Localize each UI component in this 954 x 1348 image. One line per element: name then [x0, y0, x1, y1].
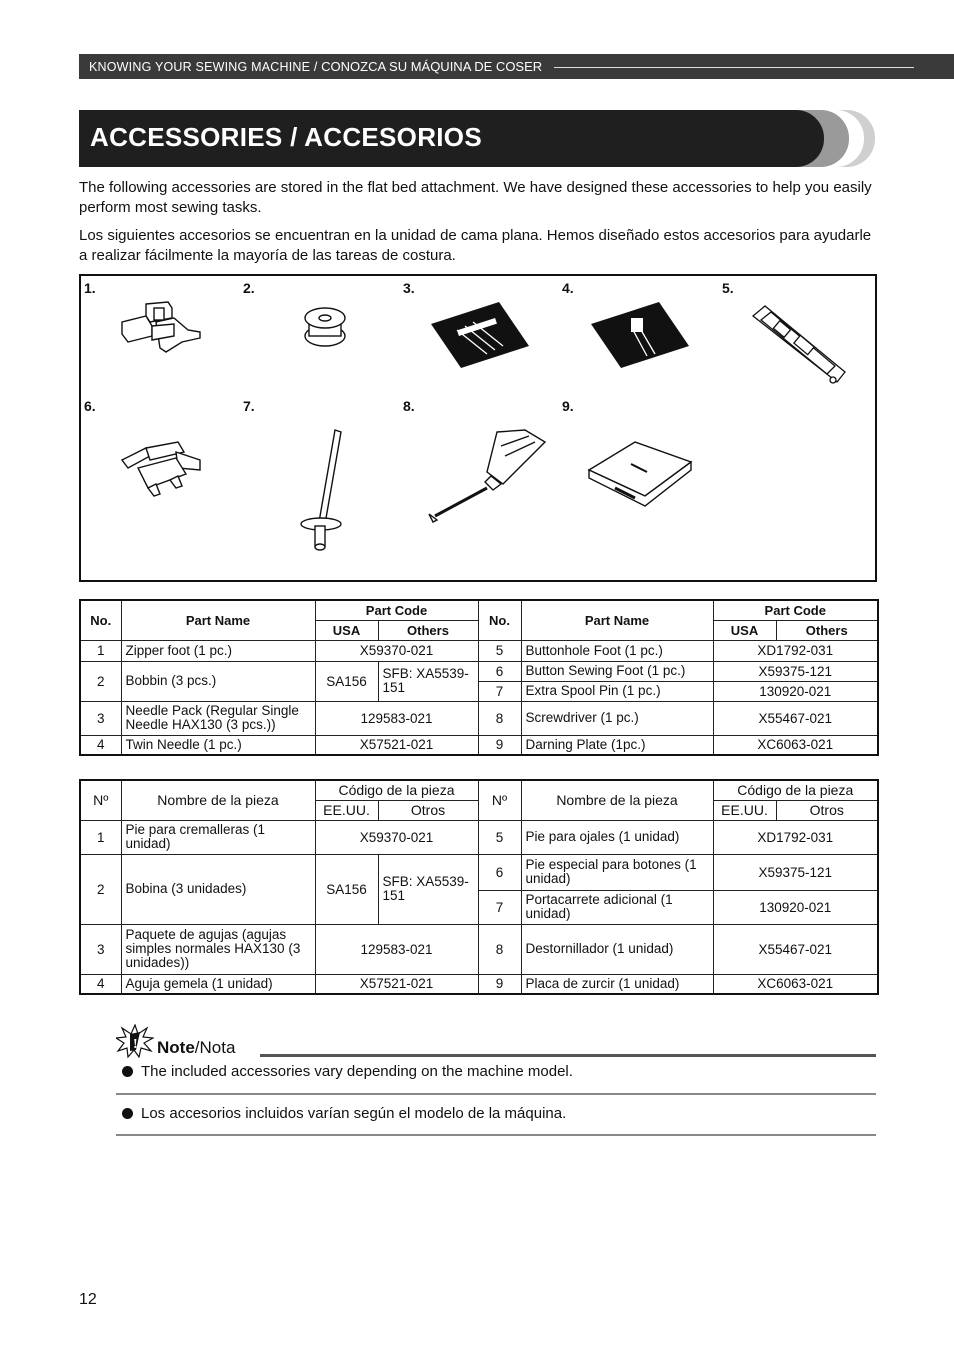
note-divider — [116, 1093, 876, 1095]
parts-table-en — [79, 599, 879, 756]
part-code: X57521-021 — [315, 735, 478, 755]
part-no: 6 — [478, 661, 521, 681]
svg-text:!: ! — [133, 1037, 138, 1052]
accessory-number: 6. — [84, 398, 96, 414]
button-sewing-foot-icon — [116, 438, 208, 500]
table-row — [80, 924, 878, 974]
table-row — [80, 661, 878, 681]
note-item-es — [122, 1105, 566, 1122]
part-no: 9 — [478, 974, 521, 994]
part-code: 130920-021 — [713, 681, 878, 701]
part-no: 6 — [478, 854, 521, 890]
accessory-number: 7. — [243, 398, 255, 414]
part-code-usa: SA156 — [315, 854, 378, 924]
part-code: X59370-021 — [315, 640, 478, 661]
col-header-part-code: Part Code — [713, 600, 878, 620]
note-text-en: The included accessories vary depending on the machine model. — [141, 1063, 573, 1080]
part-code: 129583-021 — [315, 701, 478, 735]
table-row — [80, 701, 878, 735]
part-code: 129583-021 — [315, 924, 478, 974]
accessory-number: 5. — [722, 280, 734, 296]
needle-pack-icon — [429, 300, 531, 370]
note-text-es: Los accesorios incluidos varían según el modelo de la máquina. — [141, 1105, 567, 1122]
part-name: Portacarrete adicional (1 unidad) — [521, 890, 713, 924]
page-title-banner — [79, 110, 879, 168]
col-header-no: No. — [80, 600, 121, 640]
part-name: Screwdriver (1 pc.) — [521, 701, 713, 735]
spool-pin-icon — [291, 426, 351, 556]
part-name: Pie para cremalleras (1 unidad) — [121, 820, 315, 854]
accessories-illustrations — [79, 274, 877, 582]
part-name: Buttonhole Foot (1 pc.) — [521, 640, 713, 661]
bullet-icon — [122, 1066, 133, 1077]
part-no: 1 — [80, 820, 121, 854]
bullet-icon — [122, 1108, 133, 1119]
table-row — [80, 735, 878, 755]
col-header-part-name: Nombre de la pieza — [121, 780, 315, 820]
part-no: 4 — [80, 735, 121, 755]
part-code: X59375-121 — [713, 854, 878, 890]
note-title — [157, 1038, 235, 1058]
part-no: 1 — [80, 640, 121, 661]
part-code: XD1792-031 — [713, 820, 878, 854]
col-header-others: Others — [378, 620, 478, 640]
accessory-number: 1. — [84, 280, 96, 296]
section-title-en: KNOWING YOUR SEWING MACHINE / — [89, 60, 318, 74]
buttonhole-foot-icon — [749, 302, 849, 386]
col-header-no: Nº — [478, 780, 521, 820]
part-code: XC6063-021 — [713, 735, 878, 755]
accessory-number: 2. — [243, 280, 255, 296]
col-header-part-name: Part Name — [121, 600, 315, 640]
table-row — [80, 974, 878, 994]
table-row — [80, 820, 878, 854]
page-number: 12 — [79, 1291, 97, 1308]
part-code: XC6063-021 — [713, 974, 878, 994]
note-header — [116, 1024, 876, 1058]
part-name: Zipper foot (1 pc.) — [121, 640, 315, 661]
part-no: 8 — [478, 924, 521, 974]
part-code: 130920-021 — [713, 890, 878, 924]
part-name: Extra Spool Pin (1 pc.) — [521, 681, 713, 701]
part-no: 3 — [80, 924, 121, 974]
part-no: 7 — [478, 890, 521, 924]
part-no: 4 — [80, 974, 121, 994]
section-title-es: CONOZCA SU MÁQUINA DE COSER — [321, 59, 543, 74]
part-no: 9 — [478, 735, 521, 755]
col-header-part-name: Nombre de la pieza — [521, 780, 713, 820]
col-header-no: No. — [478, 600, 521, 640]
col-header-part-code: Código de la pieza — [713, 780, 878, 800]
part-no: 7 — [478, 681, 521, 701]
intro-paragraph-en: The following accessories are stored in the flat bed attachment. We have designed these accessories to help you easily perform most sewing tasks. — [79, 179, 872, 216]
part-name: Twin Needle (1 pc.) — [121, 735, 315, 755]
part-name: Bobina (3 unidades) — [121, 854, 315, 924]
parts-table-es — [79, 779, 879, 995]
section-header — [79, 54, 954, 79]
col-header-others: Others — [776, 620, 878, 640]
col-header-usa: EE.UU. — [713, 800, 776, 820]
col-header-part-code: Código de la pieza — [315, 780, 478, 800]
darning-plate-icon — [585, 438, 695, 510]
accessory-number: 9. — [562, 398, 574, 414]
accessory-number: 8. — [403, 398, 415, 414]
part-name: Aguja gemela (1 unidad) — [121, 974, 315, 994]
header-rule — [554, 67, 914, 68]
part-code-usa: SA156 — [315, 661, 378, 701]
note-icon — [116, 1024, 154, 1058]
part-name: Pie para ojales (1 unidad) — [521, 820, 713, 854]
screwdriver-icon — [421, 426, 547, 526]
part-no: 2 — [80, 854, 121, 924]
page-title: ACCESSORIES / ACCESORIOS — [90, 122, 482, 152]
part-code: X55467-021 — [713, 924, 878, 974]
col-header-part-name: Part Name — [521, 600, 713, 640]
accessory-number: 3. — [403, 280, 415, 296]
col-header-usa: USA — [315, 620, 378, 640]
part-no: 5 — [478, 640, 521, 661]
part-code-others: SFB: XA5539-151 — [378, 661, 478, 701]
part-name: Darning Plate (1pc.) — [521, 735, 713, 755]
col-header-no: Nº — [80, 780, 121, 820]
zipper-foot-icon — [116, 296, 206, 356]
part-no: 3 — [80, 701, 121, 735]
part-name: Button Sewing Foot (1 pc.) — [521, 661, 713, 681]
col-header-others: Otros — [776, 800, 878, 820]
part-name: Needle Pack (Regular Single Needle HAX130 (3 pcs.)) — [121, 701, 315, 735]
bobbin-icon — [299, 302, 351, 350]
accessory-number: 4. — [562, 280, 574, 296]
table-row — [80, 640, 878, 661]
part-code: X55467-021 — [713, 701, 878, 735]
part-name: Placa de zurcir (1 unidad) — [521, 974, 713, 994]
note-divider — [116, 1134, 876, 1136]
part-name: Destornillador (1 unidad) — [521, 924, 713, 974]
part-name: Pie especial para botones (1 unidad) — [521, 854, 713, 890]
note-rule — [260, 1054, 876, 1057]
twin-needle-icon — [589, 300, 691, 370]
note-title-en: Note — [157, 1038, 195, 1057]
part-no: 8 — [478, 701, 521, 735]
part-no: 2 — [80, 661, 121, 701]
part-code: X59370-021 — [315, 820, 478, 854]
col-header-part-code: Part Code — [315, 600, 478, 620]
part-no: 5 — [478, 820, 521, 854]
table-row — [80, 854, 878, 890]
col-header-others: Otros — [378, 800, 478, 820]
part-name: Paquete de agujas (agujas simples normales HAX130 (3 unidades)) — [121, 924, 315, 974]
note-item-en — [122, 1063, 573, 1080]
part-code: X59375-121 — [713, 661, 878, 681]
note-title-es: /Nota — [194, 1038, 236, 1057]
part-code-others: SFB: XA5539-151 — [378, 854, 478, 924]
part-code: XD1792-031 — [713, 640, 878, 661]
part-name: Bobbin (3 pcs.) — [121, 661, 315, 701]
intro-paragraph-es: Los siguientes accesorios se encuentran en la unidad de cama plana. Hemos diseñado estos accesorios para ayudarle a realizar fácilmente la mayoría de las tareas de costura. — [79, 227, 872, 264]
col-header-usa: USA — [713, 620, 776, 640]
part-code: X57521-021 — [315, 974, 478, 994]
col-header-usa: EE.UU. — [315, 800, 378, 820]
